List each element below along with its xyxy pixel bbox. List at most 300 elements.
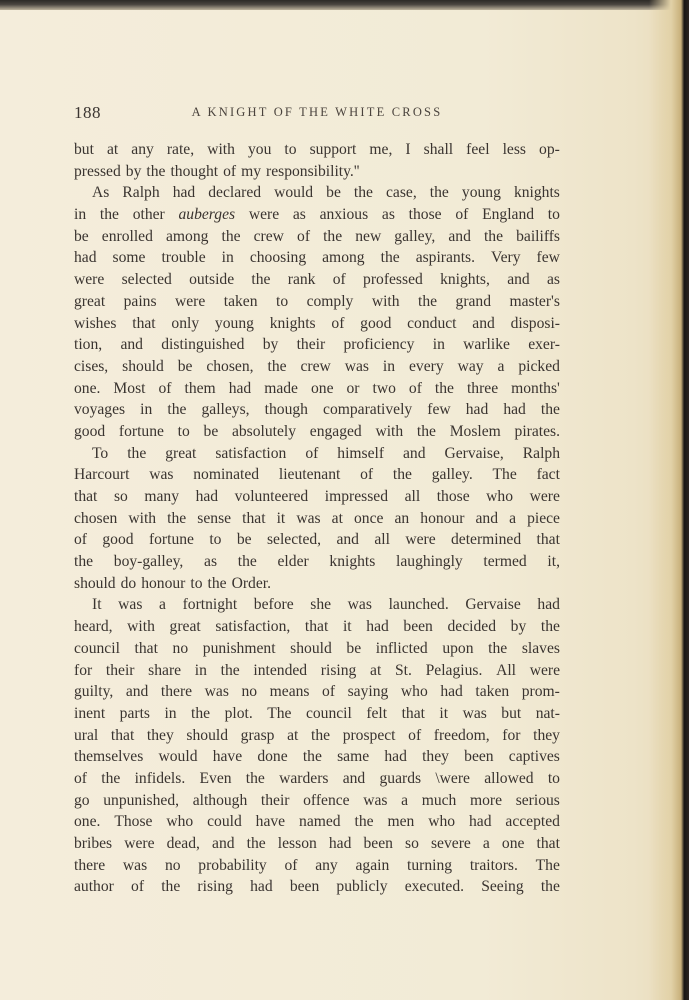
- text-line: [74, 313, 560, 335]
- word: was: [347, 596, 372, 614]
- word: offence: [303, 791, 350, 809]
- word: rank: [287, 271, 316, 289]
- word: master's: [509, 292, 560, 310]
- word: less: [502, 141, 526, 158]
- word: the: [101, 769, 121, 787]
- word: Harcourt: [74, 466, 130, 484]
- word: would: [274, 184, 314, 202]
- word: turning: [407, 856, 453, 874]
- word: of: [322, 683, 336, 701]
- text-line: [74, 378, 560, 400]
- word: severe: [430, 835, 471, 852]
- word: op-: [539, 141, 560, 158]
- word: no: [164, 856, 181, 874]
- word: was: [462, 704, 487, 722]
- word: galleys,: [201, 401, 250, 419]
- text-line: [74, 790, 560, 812]
- word: to: [547, 769, 560, 787]
- word: determined: [450, 531, 522, 549]
- word: volunteered: [234, 488, 309, 505]
- word: before: [253, 596, 294, 614]
- word: infidels.: [134, 769, 186, 787]
- word: \were: [435, 769, 470, 787]
- word: the: [434, 379, 454, 397]
- word: men: [387, 813, 415, 831]
- word: saying: [347, 683, 389, 701]
- text-line: [74, 768, 560, 790]
- word: freedom,: [433, 726, 490, 744]
- word: no: [172, 639, 189, 657]
- word: The: [535, 856, 560, 874]
- word: the: [380, 249, 400, 267]
- word: was: [149, 466, 174, 484]
- word: were: [74, 271, 105, 289]
- word: had: [366, 618, 389, 636]
- word: a: [482, 835, 490, 852]
- word: were: [175, 292, 206, 310]
- word: felt: [366, 704, 388, 722]
- word: himself: [337, 444, 385, 462]
- word: publicly: [336, 878, 388, 896]
- word: although: [192, 791, 248, 809]
- word: were: [405, 531, 436, 549]
- word: with: [375, 422, 404, 440]
- text-line: [74, 876, 560, 898]
- word: shall: [423, 141, 454, 158]
- word: piece: [527, 509, 560, 527]
- text-line: [74, 226, 560, 248]
- word: nat-: [535, 704, 560, 722]
- word: Order.: [231, 574, 271, 592]
- word: as: [381, 206, 395, 224]
- word: those: [408, 206, 442, 224]
- word: in: [164, 704, 177, 722]
- word: good: [74, 422, 106, 440]
- word: who: [428, 813, 456, 831]
- word: council: [74, 639, 120, 657]
- word: guilty,: [74, 683, 114, 701]
- word: rising: [320, 661, 357, 679]
- word: had: [503, 401, 526, 419]
- word: fact: [536, 466, 560, 484]
- word: so: [405, 835, 419, 852]
- word: feel: [466, 141, 490, 158]
- word: serious: [515, 791, 560, 809]
- word: the: [310, 726, 331, 744]
- word: council: [305, 704, 352, 722]
- text-line: [74, 811, 560, 833]
- word: any: [315, 856, 338, 874]
- word: that: [536, 531, 560, 549]
- text-line: [74, 247, 560, 269]
- word: two: [372, 379, 396, 397]
- word: The: [492, 466, 517, 484]
- word: good: [102, 531, 134, 549]
- word: Ralph: [522, 444, 560, 462]
- text-line: [74, 334, 560, 356]
- word: to: [275, 292, 289, 310]
- word: fortune: [118, 422, 164, 440]
- word: be: [236, 531, 252, 549]
- word: Gervaise,: [444, 444, 504, 462]
- text-line: [74, 660, 560, 682]
- word: to: [190, 574, 203, 592]
- word: probability: [198, 856, 267, 874]
- word: of: [297, 227, 311, 245]
- word: again: [355, 856, 390, 874]
- word: was: [204, 683, 229, 701]
- word: elder: [277, 553, 309, 571]
- text-line: [74, 529, 560, 551]
- text-line: [74, 746, 560, 768]
- word: the: [191, 704, 211, 722]
- word: it: [342, 618, 352, 636]
- word: great: [165, 444, 197, 462]
- text-line: [74, 269, 560, 291]
- word: was: [363, 791, 388, 809]
- word: be: [177, 357, 193, 375]
- word: means: [269, 683, 310, 701]
- word: and: [342, 769, 366, 787]
- word: the: [99, 206, 119, 224]
- word: allowed: [484, 769, 534, 787]
- word: it: [276, 509, 286, 527]
- word: honour: [141, 574, 186, 592]
- word: Seeing: [481, 878, 524, 896]
- word: bribes: [74, 835, 113, 852]
- word: as: [292, 206, 306, 224]
- word: was: [344, 357, 369, 375]
- word: had: [74, 249, 97, 267]
- word: upon: [442, 639, 474, 657]
- word: share: [148, 661, 182, 679]
- text-line: [74, 508, 560, 530]
- word: satisfaction: [215, 444, 287, 462]
- word: taken: [475, 683, 510, 701]
- word: that: [74, 488, 98, 505]
- word: were: [529, 661, 560, 679]
- word: their: [296, 336, 326, 354]
- word: crew: [300, 357, 331, 375]
- word: at: [287, 726, 299, 744]
- word: voyages: [74, 401, 126, 419]
- word: other: [132, 206, 165, 224]
- word: the: [245, 769, 265, 787]
- word: Most: [113, 379, 146, 397]
- word: chosen,: [206, 357, 254, 375]
- word: go: [74, 791, 90, 809]
- word: The: [267, 704, 292, 722]
- word: fortnight: [182, 596, 238, 614]
- word: she: [310, 596, 332, 614]
- word: disposi-: [510, 314, 560, 332]
- word: of: [305, 444, 319, 462]
- word: every: [409, 357, 444, 375]
- word: with: [207, 141, 235, 158]
- word: to: [209, 531, 222, 549]
- word: that: [110, 726, 135, 744]
- word: was: [118, 596, 143, 614]
- word: in: [382, 357, 396, 375]
- text-line: [74, 681, 560, 703]
- word: all: [404, 488, 421, 505]
- word: the: [540, 618, 560, 636]
- word: had: [328, 835, 352, 852]
- word: there: [160, 683, 193, 701]
- word: had: [250, 878, 273, 896]
- text-line: [74, 443, 560, 465]
- text-line: [74, 182, 560, 204]
- word: to: [547, 206, 560, 224]
- word: named: [299, 813, 341, 831]
- word: be: [326, 184, 341, 202]
- word: thought: [170, 162, 219, 180]
- word: cises,: [74, 357, 109, 375]
- word: the: [302, 748, 322, 766]
- word: among: [165, 227, 209, 245]
- word: of: [408, 379, 422, 397]
- word: a: [497, 357, 505, 375]
- word: themselves: [74, 748, 144, 766]
- word: as: [546, 271, 560, 289]
- word: of: [332, 271, 346, 289]
- text-line: [74, 139, 560, 161]
- word: of: [74, 531, 87, 549]
- word: to: [177, 422, 190, 440]
- word: rate,: [166, 141, 195, 158]
- word: same: [337, 748, 370, 766]
- page-number: 188: [74, 103, 101, 122]
- word: St.: [395, 661, 412, 679]
- text-line: [74, 291, 560, 313]
- word: their: [105, 661, 135, 679]
- word: should: [290, 639, 332, 657]
- word: for: [502, 726, 521, 744]
- word: prom-: [521, 683, 560, 701]
- text-line: [74, 703, 560, 725]
- text-line: [74, 421, 560, 443]
- word: knights,: [440, 271, 490, 289]
- word: termed: [483, 553, 527, 571]
- word: warders: [279, 769, 329, 787]
- word: there: [74, 856, 106, 874]
- word: accepted: [505, 813, 560, 831]
- word: satisfaction,: [215, 618, 291, 636]
- word: conduct: [407, 314, 457, 332]
- word: and: [472, 314, 495, 332]
- word: unpunished,: [103, 791, 180, 809]
- word: nominated: [193, 466, 260, 484]
- word: they: [422, 748, 449, 766]
- word: they: [533, 726, 560, 744]
- word: with: [371, 292, 400, 310]
- word: or: [346, 379, 360, 397]
- word: the: [429, 184, 449, 202]
- word: one.: [74, 379, 101, 397]
- word: were: [529, 488, 560, 505]
- word: and: [125, 683, 149, 701]
- word: tion,: [74, 336, 103, 354]
- word: comparatively: [323, 401, 413, 419]
- word: selected,: [266, 531, 322, 549]
- word: the: [221, 227, 241, 245]
- word: choosing: [249, 249, 307, 267]
- word: the: [354, 813, 374, 831]
- word: one: [501, 835, 525, 852]
- word: their: [260, 791, 290, 809]
- word: the: [392, 466, 412, 484]
- word: outside: [189, 271, 235, 289]
- word: anxious: [319, 206, 369, 224]
- word: traitors.: [469, 856, 518, 874]
- page-gutter-edge: [649, 0, 689, 1000]
- word: of: [158, 379, 172, 397]
- word: knights: [513, 184, 560, 202]
- word: laughingly: [396, 553, 463, 571]
- word: the: [267, 357, 287, 375]
- word: months': [511, 379, 560, 397]
- word: parts: [119, 704, 150, 722]
- word: support: [309, 141, 357, 158]
- word: in: [194, 661, 207, 679]
- word: and: [403, 444, 426, 462]
- word: engaged: [309, 422, 362, 440]
- word: that: [536, 835, 560, 852]
- word: who: [400, 683, 428, 701]
- word: you: [247, 141, 272, 158]
- word: any: [131, 141, 154, 158]
- word: the: [220, 661, 240, 679]
- word: warlike: [463, 336, 510, 354]
- word: my: [241, 162, 262, 180]
- word: sense: [197, 509, 232, 527]
- word: they: [146, 726, 174, 744]
- word: Moslem: [449, 422, 501, 440]
- word: in: [74, 206, 87, 224]
- word: had: [384, 748, 407, 766]
- word: auberges: [178, 206, 236, 224]
- word: been: [403, 618, 433, 636]
- word: who: [166, 813, 194, 831]
- word: knights: [269, 314, 316, 332]
- word: all: [374, 531, 390, 549]
- word: proficiency: [343, 336, 415, 354]
- word: had: [172, 184, 196, 202]
- word: punishment: [202, 639, 276, 657]
- word: an: [394, 509, 410, 527]
- word: at: [106, 141, 119, 158]
- word: of: [284, 856, 298, 874]
- word: but: [501, 704, 522, 722]
- word: the: [483, 227, 504, 245]
- word: few: [427, 401, 451, 419]
- word: at: [331, 509, 343, 527]
- word: some: [112, 249, 146, 267]
- word: bailiffs: [516, 227, 560, 245]
- text-line: [74, 356, 560, 378]
- word: picked: [518, 357, 560, 375]
- word: Very: [491, 249, 521, 267]
- word: that: [304, 618, 329, 636]
- word: Pelagius.: [425, 661, 483, 679]
- word: had: [537, 596, 560, 614]
- text-line: [74, 551, 560, 573]
- word: who: [486, 488, 514, 505]
- word: would: [158, 748, 198, 766]
- word: I: [405, 141, 411, 158]
- word: the: [167, 401, 187, 419]
- word: should: [74, 574, 116, 592]
- word: once: [353, 509, 384, 527]
- word: the: [246, 835, 266, 852]
- word: be: [74, 227, 89, 245]
- word: England: [482, 206, 535, 224]
- word: inflicted: [375, 639, 428, 657]
- word: professed: [363, 271, 423, 289]
- text-line: [74, 486, 560, 508]
- word: guards: [379, 769, 422, 787]
- word: those: [436, 488, 470, 505]
- word: the: [207, 574, 227, 592]
- text-line: [74, 161, 560, 183]
- word: exer-: [528, 336, 560, 354]
- word: had: [469, 813, 492, 831]
- word: of: [408, 726, 422, 744]
- word: ural: [74, 726, 99, 744]
- word: among: [322, 249, 365, 267]
- text-line: [74, 573, 560, 595]
- word: young: [461, 184, 501, 202]
- word: three: [466, 379, 499, 397]
- word: by: [262, 336, 279, 354]
- body-text: [74, 139, 560, 898]
- word: and: [212, 835, 235, 852]
- word: of: [74, 769, 87, 787]
- word: enrolled: [101, 227, 153, 245]
- word: executed.: [404, 878, 465, 896]
- word: of: [360, 466, 374, 484]
- word: of: [455, 206, 469, 224]
- word: the: [146, 162, 166, 180]
- text-line: [74, 638, 560, 660]
- page-top-shadow: [0, 0, 689, 10]
- word: As: [92, 184, 110, 202]
- word: lieutenant: [278, 466, 341, 484]
- word: the: [251, 271, 271, 289]
- word: though: [264, 401, 308, 419]
- word: grand: [455, 292, 492, 310]
- word: only: [171, 314, 200, 332]
- text-line: [74, 833, 560, 855]
- text-line: [74, 616, 560, 638]
- word: them: [184, 379, 216, 397]
- word: that: [134, 639, 158, 657]
- word: me,: [369, 141, 393, 158]
- word: author: [74, 878, 114, 896]
- word: in: [140, 401, 153, 419]
- word: plot.: [224, 704, 253, 722]
- word: the: [353, 184, 373, 202]
- word: pirates.: [514, 422, 560, 440]
- word: crew: [253, 227, 284, 245]
- word: was: [296, 509, 321, 527]
- word: in: [221, 249, 234, 267]
- word: have: [212, 748, 243, 766]
- word: it: [439, 704, 449, 722]
- word: be: [203, 422, 219, 440]
- word: knights: [329, 553, 376, 571]
- word: new: [355, 227, 382, 245]
